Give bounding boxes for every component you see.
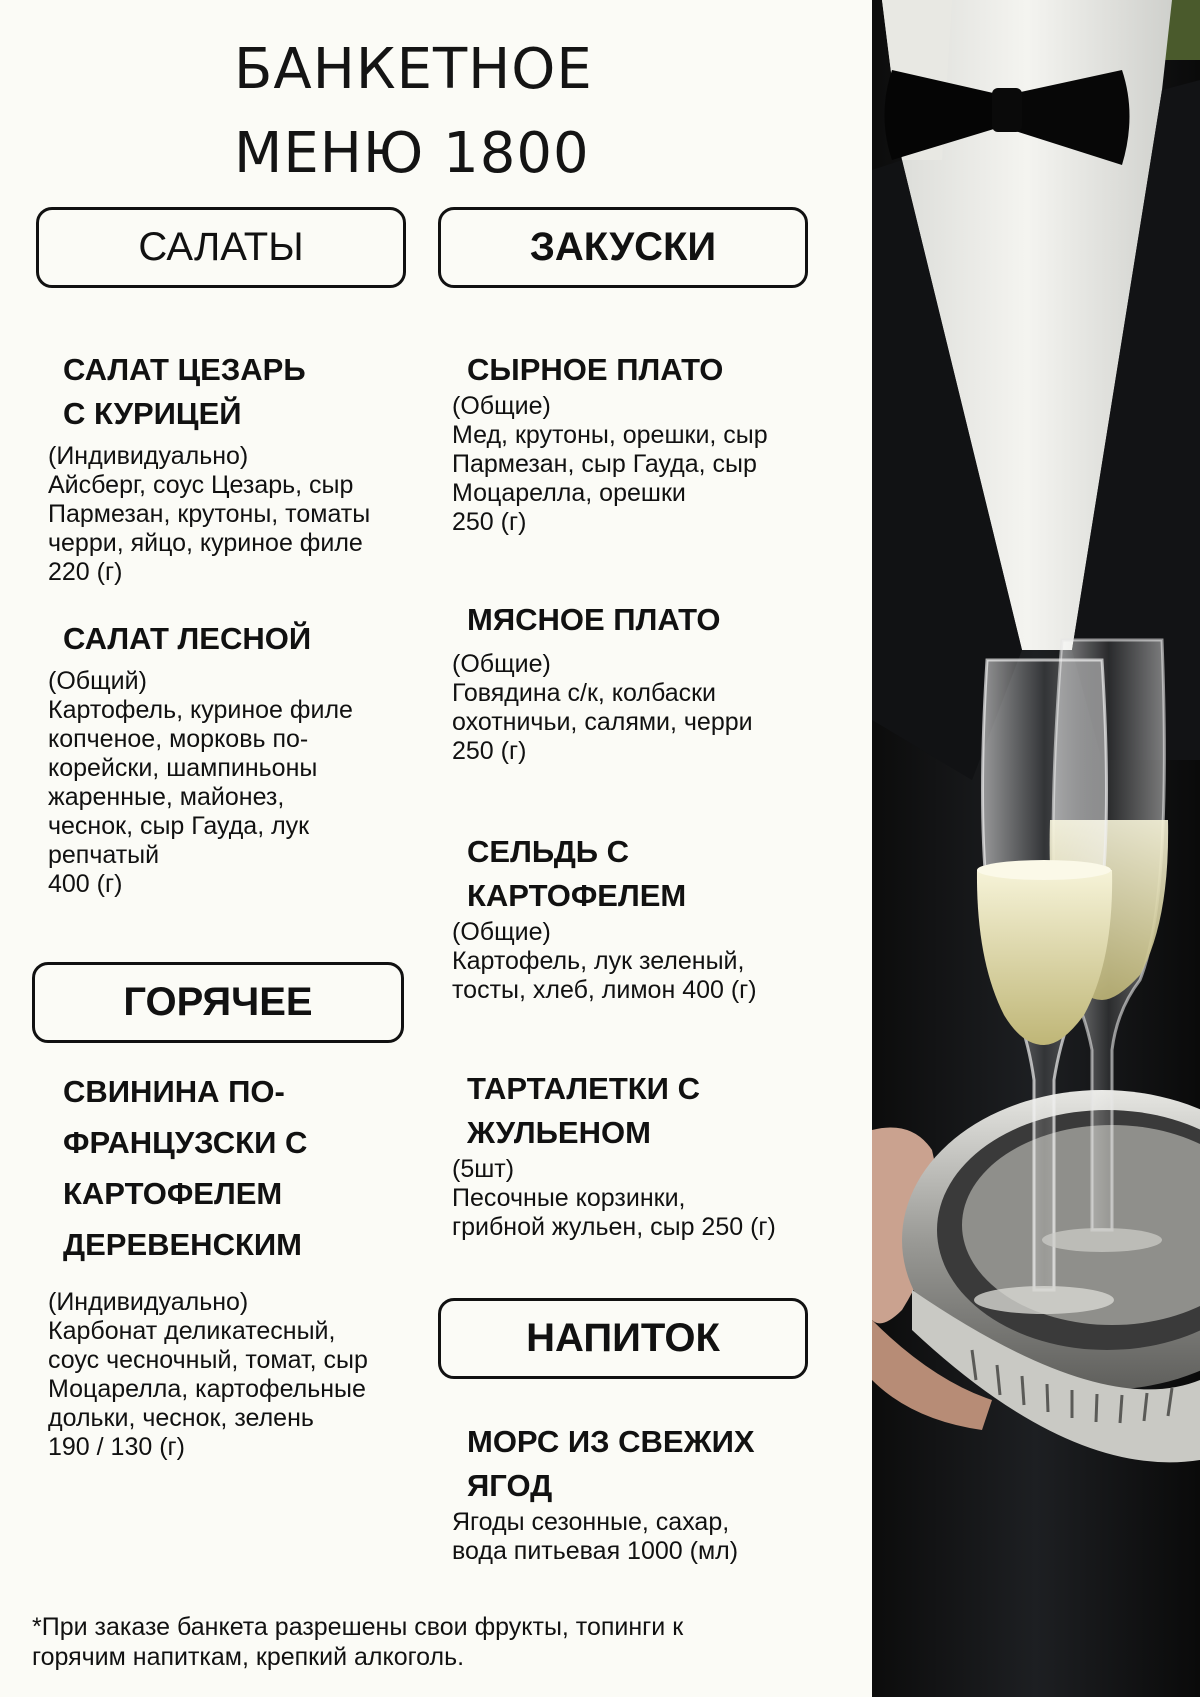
- category-salads: САЛАТЫ: [36, 207, 406, 288]
- dish-description: (Общие) Мед, крутоны, орешки, сыр Пармезан, сыр Гауда, сыр Моцарелла, орешки 250 (г): [452, 392, 768, 536]
- dish-description: (Общие) Говядина с/к, колбаски охотничьи, салями, черри 250 (г): [452, 650, 753, 765]
- category-snacks: ЗАКУСКИ: [438, 207, 808, 288]
- footnote: *При заказе банкета разрешены свои фрукты, топинги к горячим напиткам, крепкий алкоголь.: [32, 1613, 684, 1671]
- dish-description: (Общий) Картофель, куриное филе копченое, морковь по- корейски, шампиньоны жаренные, майонез, чеснок, сыр Гауда, лук репчатый 400 (г): [48, 667, 353, 898]
- dish-caesar-salad: [48, 348, 370, 587]
- dish-meat-plate: [452, 598, 753, 766]
- dish-name: СЕЛЬДЬ С КАРТОФЕЛЕМ: [467, 834, 687, 913]
- dish-cheese-plate: [452, 348, 768, 537]
- dish-julienne-tartlets: [452, 1067, 776, 1242]
- dish-name: СВИНИНА ПО- ФРАНЦУЗСКИ С КАРТОФЕЛЕМ ДЕРЕВЕНСКИМ: [63, 1074, 308, 1262]
- dish-forest-salad: [48, 617, 353, 899]
- dish-herring-potatoes: [452, 830, 757, 1005]
- dish-name: МОРС ИЗ СВЕЖИХ ЯГОД: [467, 1424, 755, 1503]
- dish-name: ТАРТАЛЕТКИ С ЖУЛЬЕНОМ: [467, 1071, 700, 1150]
- waiter-photo: [872, 0, 1200, 1697]
- dish-description: (5шт) Песочные корзинки, грибной жульен, сыр 250 (г): [452, 1155, 776, 1241]
- menu-title: [234, 28, 593, 196]
- menu-title-line-2: МЕНЮ 1800: [234, 121, 590, 186]
- category-hot: ГОРЯЧЕЕ: [32, 962, 404, 1043]
- dish-description: (Индивидуально) Айсберг, соус Цезарь, сыр Пармезан, крутоны, томаты черри, яйцо, куриное филе 220 (г): [48, 442, 371, 586]
- dish-name: САЛАТ ЦЕЗАРЬ С КУРИЦЕЙ: [63, 352, 306, 431]
- category-drink: НАПИТОК: [438, 1298, 808, 1379]
- menu-title-line-1: БАНКЕТНОЕ: [234, 37, 593, 102]
- dish-name: МЯСНОЕ ПЛАТО: [467, 602, 721, 637]
- dish-french-pork: [48, 1066, 368, 1462]
- dish-description: (Индивидуально) Карбонат деликатесный, соус чесночный, томат, сыр Моцарелла, картофельные дольки, чеснок, зелень 190 / 130 (г): [48, 1288, 368, 1461]
- dish-berry-mors: [452, 1420, 755, 1566]
- waiter-champagne-illustration: [872, 0, 1200, 1697]
- dish-description: (Общие) Картофель, лук зеленый, тосты, хлеб, лимон 400 (г): [452, 918, 757, 1004]
- dish-name: СЫРНОЕ ПЛАТО: [467, 352, 724, 387]
- dish-description: Ягоды сезонные, сахар, вода питьевая 1000 (мл): [452, 1508, 739, 1565]
- dish-name: САЛАТ ЛЕСНОЙ: [63, 621, 312, 656]
